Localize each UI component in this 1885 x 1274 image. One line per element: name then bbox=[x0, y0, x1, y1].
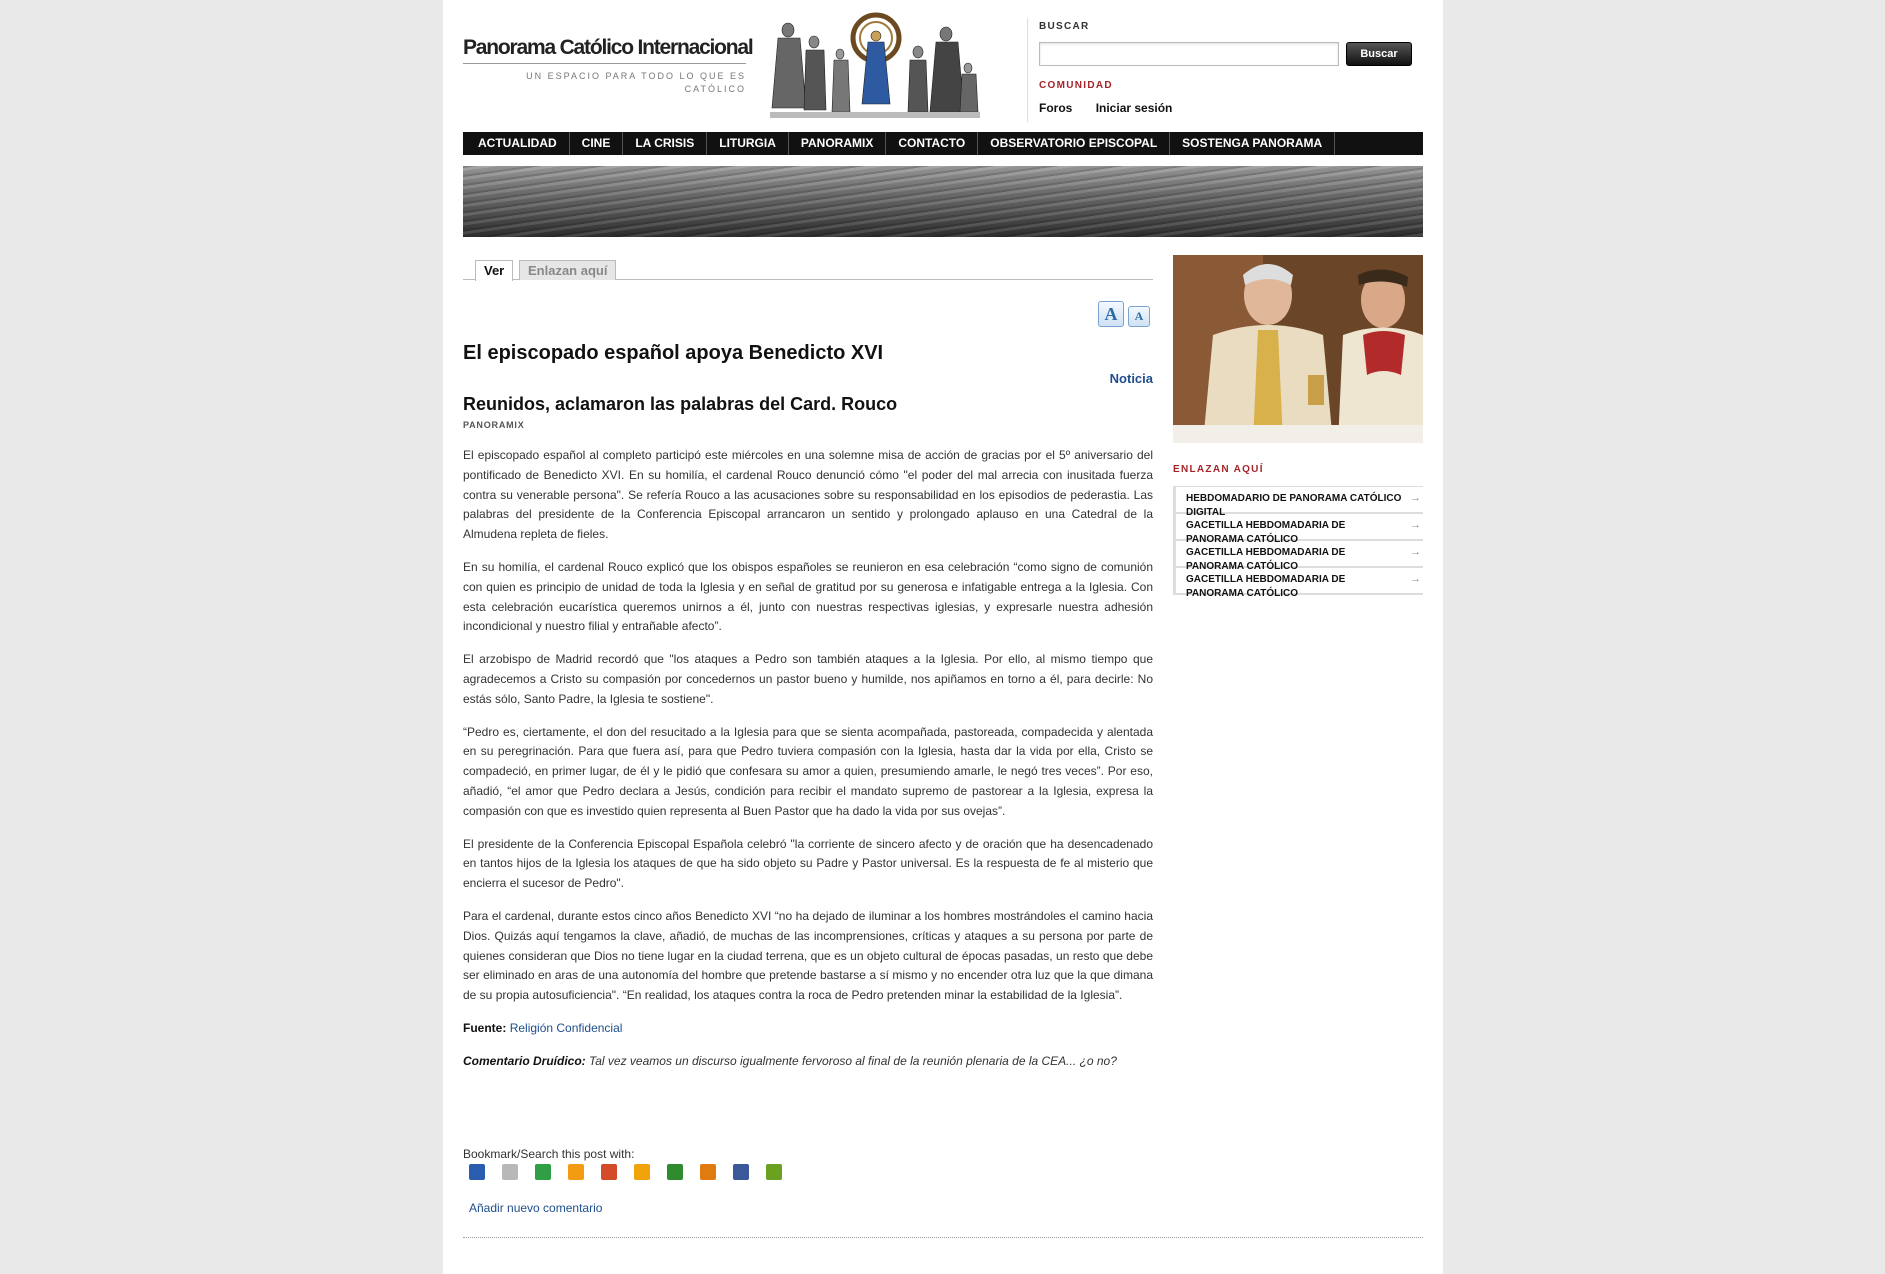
article-body bbox=[463, 446, 1153, 1085]
comment-text: Tal vez veamos un discurso igualmente fervoroso al final de la reunión plenaria de la CEA... ¿o no? bbox=[589, 1053, 1117, 1068]
nav-item-liturgia[interactable]: LITURGIA bbox=[707, 132, 789, 155]
sidebar-item-label: GACETILLA HEBDOMADARIA DE PANORAMA CATÓLICO bbox=[1186, 520, 1346, 545]
article-paragraph: El arzobispo de Madrid recordó que "los ataques a Pedro son también ataques a la Iglesia. Por ello, al mismo tiempo que agradecemos a Cristo su compasión por concedernos un pastor bueno y humilde, nos apiñamos en torno a él, para decirle: No estás sólo, Santo Padre, la Iglesia te sostiene". bbox=[463, 652, 1153, 706]
arrow-right-icon: → bbox=[1410, 519, 1421, 531]
community-label: COMUNIDAD bbox=[1039, 80, 1113, 91]
article-title: El episcopado español apoya Benedicto XVI bbox=[463, 342, 884, 364]
nav-item-observatorio-episcopal[interactable]: OBSERVATORIO EPISCOPAL bbox=[978, 132, 1170, 155]
article-author: PANORAMIX bbox=[463, 420, 525, 430]
bookmark-label: Bookmark/Search this post with: bbox=[463, 1147, 635, 1161]
nav-item-actualidad[interactable]: ACTUALIDAD bbox=[466, 132, 570, 155]
content-tabs bbox=[463, 258, 1153, 280]
nav-item-la-crisis[interactable]: LA CRISIS bbox=[623, 132, 707, 155]
article-paragraph: El presidente de la Conferencia Episcopal Española celebró "la corriente de sincero afecto y de oración que ha desencadenado en tantos hijos de la Iglesia los ataques de que ha sido objeto su Padre y Pastor universal. Es la respuesta de fe al misterio que encierra el sucesor de Pedro". bbox=[463, 836, 1153, 891]
nav-item-cine[interactable]: CINE bbox=[570, 132, 624, 155]
sidebar-item[interactable] bbox=[1173, 541, 1423, 572]
bookmark-icons bbox=[469, 1164, 799, 1180]
delicious-icon[interactable] bbox=[469, 1164, 485, 1180]
add-comment-link[interactable]: Añadir nuevo comentario bbox=[469, 1201, 603, 1215]
sidebar-item[interactable] bbox=[1173, 487, 1423, 518]
cardinals-photo bbox=[1173, 255, 1423, 443]
font-size-increase-button[interactable]: A bbox=[1098, 301, 1124, 327]
sidebar-item-label: GACETILLA HEBDOMADARIA DE PANORAMA CATÓLICO bbox=[1186, 547, 1346, 572]
nav-item-contacto[interactable]: CONTACTO bbox=[886, 132, 978, 155]
article-source bbox=[463, 1019, 1153, 1039]
sidebar-item-label: GACETILLA HEBDOMADARIA DE PANORAMA CATÓLICO bbox=[1186, 574, 1346, 599]
font-size-decrease-button[interactable]: A bbox=[1128, 306, 1150, 327]
article-paragraph: El episcopado español al completo participó este miércoles en una solemne misa de acción de gracias por el 5º aniversario del pontificado de Benedicto XVI. En su homilía, el cardenal Rouco denunció cómo "el poder del mal arrecia con inusitada fuerza contra su venerable persona". Se refería Rouco a las acusaciones sobre su responsabilidad en los episodios de pederastia. Las palabras del presidente de la Conferencia Episcopal arrancaron un sentido y prolongado aplauso en una Catedral de la Almudena repleta de fieles. bbox=[463, 448, 1153, 542]
article-paragraph: “Pedro es, ciertamente, el don del resucitado a la Iglesia para que se sienta acompañada, pastoreada, compadecida y alentada en su peregrinación. Para que fuera así, para que Pedro tuviera compasión con la Iglesia, hasta dar la vida por ella, Cristo se compadeció, en primer lugar, de él y le pidió que confesara su amor a quien, presumiendo amarle, le negó tres veces”. Por eso, añadió, “el amor que Pedro declara a Jesús, condición para recibir el mandato supremo de pastorear a la Iglesia, expresa la compasión con que es investido quien representa al Buen Pastor que ha dado la vida por sus ovejas”. bbox=[463, 724, 1153, 818]
meneame-icon[interactable] bbox=[766, 1164, 782, 1180]
arrow-right-icon: → bbox=[1410, 546, 1421, 558]
tab-enlazan-aqui[interactable]: Enlazan aquí bbox=[519, 260, 616, 280]
article-type-link[interactable]: Noticia bbox=[1109, 371, 1153, 386]
source-link[interactable]: Religión Confidencial bbox=[509, 1020, 623, 1035]
article-paragraph: En su homilía, el cardenal Rouco explicó que los obispos españoles se reunieron en esa celebración “como signo de comunión con quien es principio de unidad de toda la Iglesia y en señal de gratitud por su generosa e infatigable entrega a la Iglesia. Con esta celebración eucarística queremos unirnos a él, junto con nuestras respectivas iglesias, y expresarle nuestra adhesión incondicional y nuestro filial y entrañable afecto”. bbox=[463, 559, 1153, 634]
page-container bbox=[443, 0, 1443, 1274]
reddit-icon[interactable] bbox=[601, 1164, 617, 1180]
arrow-right-icon: → bbox=[1410, 492, 1421, 504]
divider bbox=[463, 1237, 1423, 1238]
technorati-icon[interactable] bbox=[667, 1164, 683, 1180]
comment-label: Comentario Druídico: bbox=[463, 1053, 586, 1068]
source-label: Fuente: bbox=[463, 1020, 507, 1035]
nav-item-sostenga-panorama[interactable]: SOSTENGA PANORAMA bbox=[1170, 132, 1335, 155]
furl-icon[interactable] bbox=[700, 1164, 716, 1180]
sidebar-item-label: HEBDOMADARIO DE PANORAMA CATÓLICO DIGITAL bbox=[1186, 493, 1402, 518]
sidebar-title: ENLAZAN AQUÍ bbox=[1173, 464, 1264, 475]
search-input[interactable] bbox=[1039, 42, 1339, 66]
header-engraving-image bbox=[768, 8, 983, 128]
search-label: BUSCAR bbox=[1039, 21, 1090, 32]
search-block bbox=[1027, 18, 1427, 122]
site-slogan: UN ESPACIO PARA TODO LO QUE ES CATÓLICO bbox=[526, 71, 746, 94]
facebook-icon[interactable] bbox=[733, 1164, 749, 1180]
sidebar-list bbox=[1173, 486, 1423, 599]
header-banner-image bbox=[463, 166, 1423, 237]
site-title[interactable]: Panorama Católico Internacional bbox=[463, 36, 746, 64]
digg-icon[interactable] bbox=[502, 1164, 518, 1180]
newsvine-icon[interactable] bbox=[568, 1164, 584, 1180]
article-comment bbox=[463, 1052, 1153, 1072]
sidebar-item[interactable] bbox=[1173, 514, 1423, 545]
article-subtitle: Reunidos, aclamaron las palabras del Card. Rouco bbox=[463, 394, 898, 414]
main-nav bbox=[463, 132, 1423, 155]
forums-link[interactable]: Foros bbox=[1039, 101, 1073, 115]
login-link[interactable]: Iniciar sesión bbox=[1095, 101, 1173, 115]
article-paragraph: Para el cardenal, durante estos cinco años Benedicto XVI “no ha dejado de iluminar a los hombres mostrándoles el camino hacia Dios. Quizás aquí tengamos la clave, añadió, de muchas de las incomprensiones, críticas y ataques a su persona por parte de quienes consideran que Dios no tiene lugar en la ciudad terrena, que es un objeto cultural de épocas pasadas, un resto que debe ser eliminado en aras de una autonomía del hombre que pretende bastarse a sí mismo y no encender otra luz que la que dimana de su propia autosuficiencia". “En realidad, los ataques contra la roca de Pedro pretenden minar la estabilidad de la Iglesia”. bbox=[463, 908, 1153, 1003]
search-button[interactable]: Buscar bbox=[1346, 42, 1412, 66]
sidebar-item[interactable] bbox=[1173, 568, 1423, 599]
community-links bbox=[1039, 101, 1192, 115]
stumbleupon-icon[interactable] bbox=[535, 1164, 551, 1180]
nav-item-panoramix[interactable]: PANORAMIX bbox=[789, 132, 886, 155]
arrow-right-icon: → bbox=[1410, 573, 1421, 585]
tab-ver[interactable]: Ver bbox=[475, 260, 513, 281]
google-icon[interactable] bbox=[634, 1164, 650, 1180]
